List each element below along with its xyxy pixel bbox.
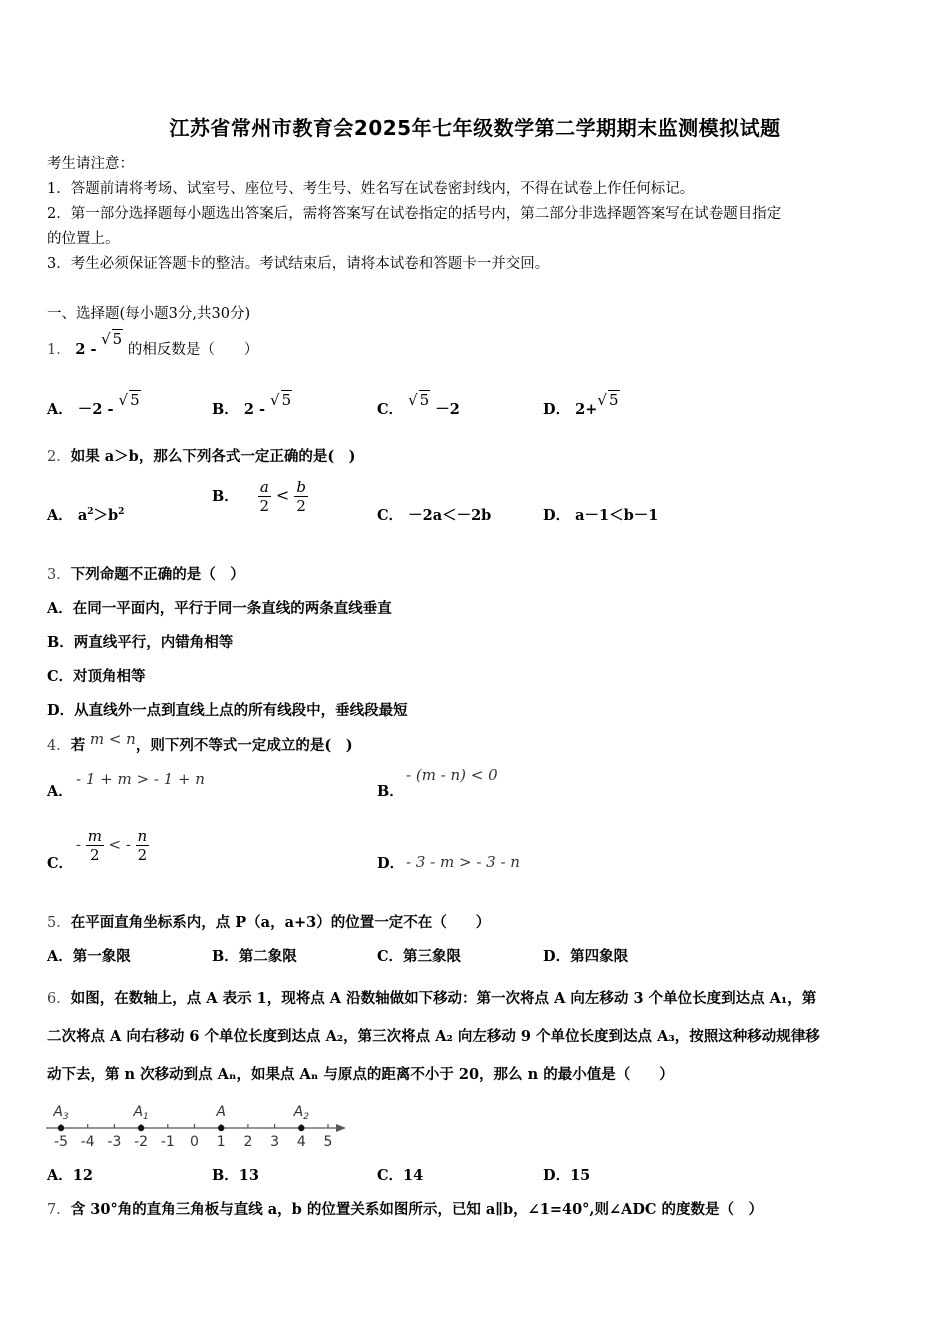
q5-number: 5． [47,915,71,931]
q3-stem [47,563,245,584]
q7-number: 7． [47,1202,71,1218]
notice-item-2b: 的位置上。 [47,231,120,247]
q5-stem [47,911,490,932]
q6-stem-line2: 二次将点 A 向右移动 6 个单位长度到达点 A₂，第三次将点 A₂ 向左移动 9 个单位长度到达点 A₃，按照这种移动规律移 [47,1028,820,1045]
q4-c-frac-m: $\frac{m}{2}$ [87,827,102,864]
number-line-points [52,1104,309,1131]
notice-item-3: 3．考生必须保证答题卡的整洁。考试结束后，请将本试卷和答题卡一并交回。 [47,256,550,272]
notice-item-1: 1．答题前请将考场、试室号、座位号、考生号、姓名写在试卷密封线内，不得在试卷上作任何标记。 [47,181,695,197]
q4-option-a[interactable]: A． [47,783,73,800]
q2-option-c[interactable]: C． －2a＜－2b [377,507,492,524]
q6-option-a[interactable]: A．12 [47,1167,93,1184]
number-line-tick-label: -2 [134,1134,149,1150]
number-line-tick-label: -4 [80,1134,95,1150]
q4-option-a-math: - 1 + m > - 1 + n [76,770,205,788]
q2-number: 2． [47,449,71,465]
q6-stem-line3: 动下去，第 n 次移动到点 Aₙ，如果点 Aₙ 与原点的距离不小于 20，那么 n 的最小值是（ ） [47,1066,674,1083]
number-line-point [58,1125,64,1131]
number-line-point-label: $A_3$ [53,1104,69,1122]
number-line-point [218,1125,224,1131]
q2-text: 如果 a＞b，那么下列各式一定正确的是( ) [70,448,356,465]
number-line-tick-label: 1 [216,1134,226,1150]
q5-option-a[interactable]: A．第一象限 [47,948,131,965]
page-title: 江苏省常州市教育会2025年七年级数学第二学期期末监测模拟试题 [169,116,781,140]
q4-c-frac-n: $\frac{n}{2}$ [137,827,148,864]
q3-number: 3． [47,567,71,583]
q5-option-b[interactable]: B．第二象限 [212,948,297,965]
q1-c-sqrt: √ 5 [408,391,430,409]
number-line-point-label: $A_2$ [293,1104,309,1122]
q1-option-a[interactable]: A． －2 - √ 5 [47,391,140,418]
number-line-point [138,1125,144,1131]
q1-sqrt: √ 5 [101,330,123,348]
q4-option-b[interactable]: B． [377,783,404,800]
q3-option-d[interactable]: D．从直线外一点到直线上点的所有线段中，垂线段最短 [47,702,408,719]
q6-option-b[interactable]: B．13 [212,1167,259,1184]
q3-text: 下列命题不正确的是（ ） [70,566,245,583]
q4-condition: m < n [89,730,136,748]
q5-option-c[interactable]: C．第三象限 [377,948,462,965]
q1-stem [47,330,259,359]
q1-a-sqrt: √ 5 [118,391,140,409]
number-line-arrow [336,1124,346,1132]
number-line-tick-label: 2 [243,1134,253,1150]
number-line-tick-label: 4 [296,1134,306,1150]
number-line-tick-label: -3 [107,1134,122,1150]
q1-b-sqrt: √ 5 [270,391,292,409]
number-line-point [298,1125,304,1131]
q3-option-c[interactable]: C．对顶角相等 [47,668,146,685]
number-line-tick-label: 3 [270,1134,280,1150]
q4-option-c-math: - $\frac{m}{2}$ < - $\frac{n}{2}$ [76,827,148,864]
number-line-point-label: $A_1$ [133,1104,149,1122]
q2-b-frac-b: $\frac{b}{2}$ [296,478,306,515]
q1-post: 的相反数是（ ） [127,342,259,358]
q2-option-d[interactable]: D． a－1＜b－1 [543,507,659,524]
number-line-tick-label: -5 [54,1134,68,1150]
q2-option-a[interactable]: A． $a^2>b^2$ [47,507,125,524]
q5-option-d[interactable]: D．第四象限 [543,948,629,965]
q6-stem-line1: 6．如图，在数轴上，点 A 表示 1，现将点 A 沿数轴做如下移动：第一次将点 A 向左移动 3 个单位长度到达点 A₁，第 [47,990,817,1007]
q1-number: 1． [47,342,71,358]
q4-stem: 4．若 m < n，则下列不等式一定成立的是( ) [47,730,353,754]
q4-option-d[interactable]: D． [377,855,405,872]
q3-option-a[interactable]: A．在同一平面内，平行于同一条直线的两条直线垂直 [47,600,392,617]
q6-option-c[interactable]: C．14 [377,1167,424,1184]
number-line-tick-label: -1 [160,1134,175,1150]
q1-d-sqrt: √ 5 [597,391,619,409]
q2-b-frac-a: $\frac{a}{2}$ [259,478,270,515]
q4-option-c[interactable]: C． [47,855,74,872]
section-heading: 一、选择题(每小题3分,共30分) [47,306,251,322]
q3-option-b[interactable]: B．两直线平行，内错角相等 [47,634,234,651]
q6-number-line-figure [42,1098,352,1158]
q6-number: 6． [47,991,71,1007]
number-line-tick-label: 5 [323,1134,333,1150]
notice-heading: 考生请注意： [47,156,134,172]
q6-option-d[interactable]: D．15 [543,1167,591,1184]
q1-option-c[interactable]: C． √ 5 －2 [377,391,460,418]
q2-option-b[interactable]: B． $\frac{a}{2}$ < $\frac{b}{2}$ [212,478,306,515]
notice-item-2a: 2．第一部分选择题每小题选出答案后，需将答案写在试卷指定的括号内，第二部分非选择题答案写在试卷题目指定 [47,206,782,222]
q2-stem [47,445,356,466]
q1-pre: 2 - [75,341,97,358]
q5-text: 在平面直角坐标系内，点 P（a，a+3）的位置一定不在（ ） [70,914,491,931]
q4-option-d-math: - 3 - m > - 3 - n [406,853,520,871]
number-line-point-label: A [216,1104,226,1120]
q1-option-d[interactable]: D． 2+√ 5 [543,391,619,418]
q4-number: 4． [47,738,71,754]
q7-text: 含 30°角的直角三角板与直线 a，b 的位置关系如图所示，已知 a∥b，∠1=40°,则∠ADC 的度数是（ ） [70,1201,764,1218]
q4-option-b-math: - (m - n) < 0 [406,766,498,784]
q7-stem [47,1198,763,1219]
number-line-tick-label: 0 [190,1134,199,1150]
q1-option-b[interactable]: B． 2 - √ 5 [212,391,292,418]
